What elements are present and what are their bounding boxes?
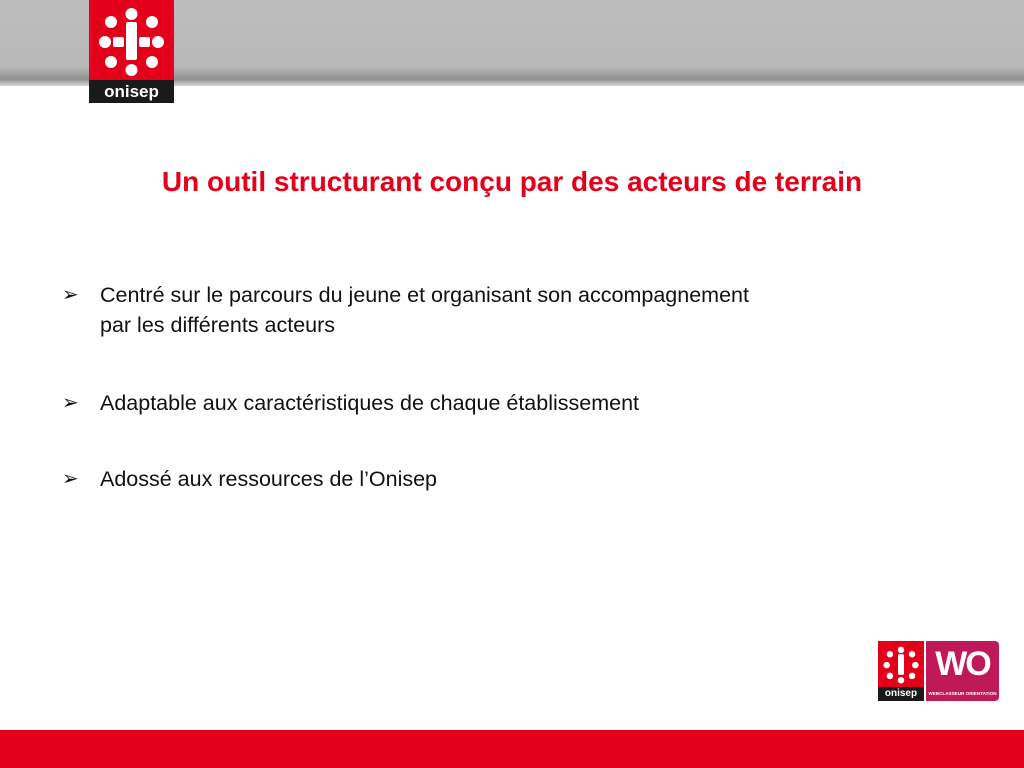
- bullet-item: [62, 280, 942, 340]
- wo-letters: WO: [935, 645, 990, 683]
- arrow-bullet-icon: ➢: [62, 468, 79, 490]
- onisep-logo: [89, 0, 174, 103]
- wo-onisep-part: [878, 641, 924, 701]
- bullet-item: [62, 464, 942, 494]
- wo-onisep-mark: [878, 641, 924, 687]
- arrow-bullet-icon: ➢: [62, 284, 79, 306]
- wo-badge: [926, 641, 999, 701]
- bullet-list: [62, 280, 942, 542]
- asterisk-icon: [878, 641, 924, 687]
- arrow-bullet-icon: ➢: [62, 392, 79, 414]
- bullet-text-line: par les différents acteurs: [100, 313, 336, 337]
- slide-title: Un outil structurant conçu par des acteurs de terrain: [161, 166, 863, 197]
- wo-onisep-text: onisep: [878, 687, 924, 701]
- webclasseur-orientation-logo: [878, 641, 999, 701]
- bullet-text-line: Centré sur le parcours du jeune et organisant son accompagnement: [100, 283, 749, 307]
- onisep-logo-wordmark: onisep: [89, 80, 174, 103]
- asterisk-icon: [89, 0, 174, 80]
- wo-subtitle: WEBCLASSEUR ORIENTATION: [928, 691, 997, 696]
- onisep-logo-mark: [89, 0, 174, 80]
- bullet-item: [62, 388, 942, 418]
- bullet-text-line: Adossé aux ressources de l’Onisep: [100, 467, 438, 491]
- footer-bar: [0, 730, 1024, 768]
- bullet-text-line: Adaptable aux caractéristiques de chaque établissement: [100, 391, 640, 415]
